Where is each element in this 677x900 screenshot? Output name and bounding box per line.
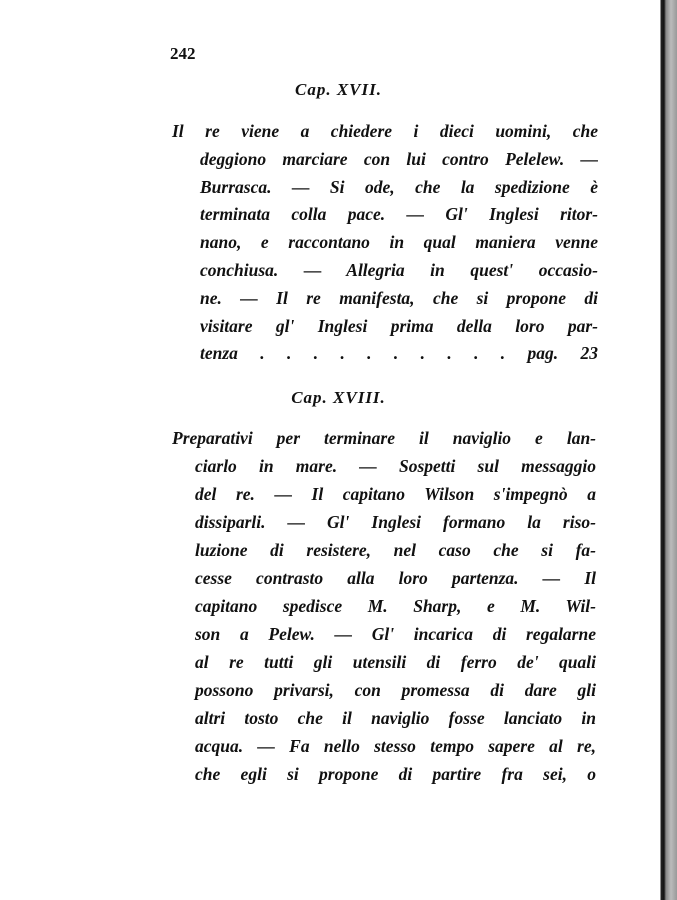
summary-line: capitano spedisce M. Sharp, e M. Wil- [195, 596, 596, 616]
summary-line: Il re viene a chiedere i dieci uomini, che [172, 121, 598, 141]
summary-line: tenza . . . . . . . . . . pag. 23 [200, 343, 598, 364]
page-number: 242 [170, 44, 196, 63]
summary-line: che egli si propone di partire fra sei, o [195, 764, 596, 784]
summary-line: deggiono marciare con lui contro Pelelew. — [200, 148, 598, 169]
summary-line: altri tosto che il naviglio fosse lanciato in [195, 708, 596, 728]
summary-line: dissiparli. — Gl' Inglesi formano la riso- [195, 512, 596, 532]
summary-line: acqua. — Fa nello stesso tempo sapere al re, [195, 736, 596, 756]
summary-line: Burrasca. — Si ode, che la spedizione è [200, 176, 598, 197]
summary-line: son a Pelew. — Gl' incarica di regalarne [195, 624, 596, 644]
summary-line: del re. — Il capitano Wilson s'impegnò a [195, 484, 596, 504]
summary-line: ne. — Il re manifesta, che si propone di [200, 287, 598, 308]
book-edge [657, 0, 677, 900]
summary-line: visitare gl' Inglesi prima della loro par- [200, 315, 598, 336]
summary-line: Preparativi per terminare il naviglio e lan- [172, 428, 596, 448]
summary-line: possono privarsi, con promessa di dare gli [195, 680, 596, 700]
summary-line: luzione di resistere, nel caso che si fa- [195, 540, 596, 560]
chapter-heading-xviii: Cap. XVIII. [291, 388, 386, 407]
summary-line: ciarlo in mare. — Sospetti sul messaggio [195, 456, 596, 476]
chapter-heading-xvii: Cap. XVII. [295, 80, 382, 99]
summary-line: terminata colla pace. — Gl' Inglesi ritor- [200, 204, 598, 225]
summary-line: cesse contrasto alla loro partenza. — Il [195, 568, 596, 588]
summary-line: conchiusa. — Allegria in quest' occasio- [200, 260, 598, 280]
summary-line: nano, e raccontano in qual maniera venne [200, 232, 598, 253]
summary-line: al re tutti gli utensili di ferro de' quali [195, 652, 596, 672]
